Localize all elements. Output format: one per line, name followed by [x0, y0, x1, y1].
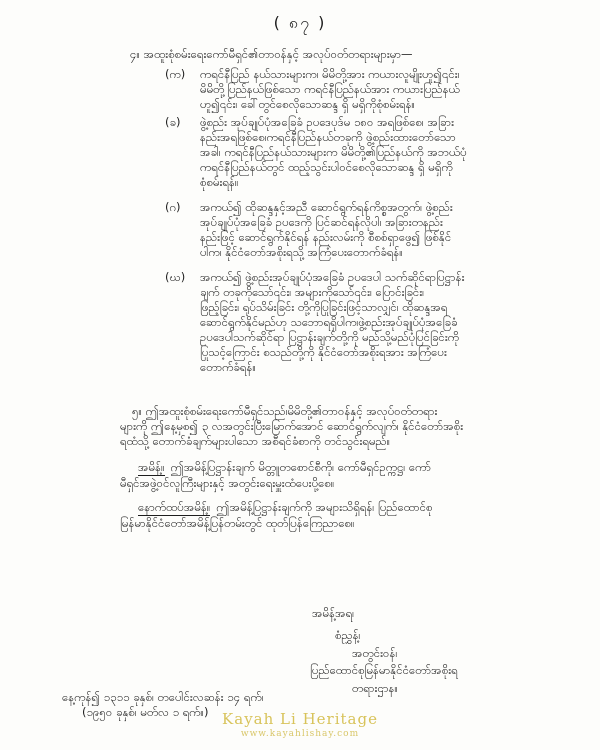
order-note-line: ဤအမိန့်ပြဋ္ဌာန်းချက် မိတ္တူတစောင်စီကို၊ ကော်မီရှင်ဥက္ကဋ္ဌ၊ ကော် — [170, 460, 432, 474]
section5-line: ရထံသို့ တောက်ခံချက်များပါသော အစီရင်ခံစာကို တင်သွင်းရမည်။ — [120, 434, 391, 448]
item-kha-line: ဖွဲ့စည်း အုပ်ချုပ်ပုံအခြေခံ ဥပဒေပုဒ်မ ၁၈၀ အရဖြစ်စေ၊ အခြား — [200, 115, 455, 129]
section4-intro — [130, 47, 413, 62]
order-note-line: မီရှင်အဖွဲ့ဝင်လူကြီးများနှင့် အတွင်းရေးမှူးထံပေးပို့စေ။ — [120, 476, 335, 490]
section5-line: များကို ဤနေ့မှစ၍ ၃ လအတွင်းပြီးမြောက်အောင် ဆောင်ရွက်လျက်၊ နိုင်ငံတော်အစိုး — [120, 419, 464, 433]
item-ka-line: ကရင်နီပြည် နယ်သားများက၊ မိမိတို့အား ကယားလူမျိုးဟူ၍၎င်း၊ — [200, 67, 460, 81]
item-ka-label: (က) — [165, 67, 186, 81]
further-note-label: နောက်ထပ်အမိန့်။ — [138, 500, 211, 514]
item-kha-line: အခါ၊ ကရင်နီပြည်နယ်သားများက မိမိတို့၏ပြည်နယ်ကို အဘယ်ပုံ — [200, 145, 467, 159]
watermark-title: Kayah Li Heritage — [222, 710, 378, 728]
item-gha-line: ပြုသင့်ကြောင်း စသည်တို့ကို နိုင်ငံတော်အစိုးရအား အကြံပေး — [200, 345, 447, 359]
item-ga-line: ပါက၊ နိုင်ငံတော်အစိုးရသို့ အကြံပေးတောက်ခံရန်။ — [200, 245, 403, 259]
signature-name: စံညွှန့်၊ — [335, 628, 361, 642]
item-kha-label: (ခ) — [165, 115, 181, 129]
order-note — [120, 460, 431, 491]
section4-intro-text: ၄။ အထူးစုံစမ်းရေးကော်မီရှင်၏တာဝန်နှင့် အလုပ်ဝတ်တရားများမှာ— — [130, 47, 413, 61]
item-ga-label: (ဂ) — [165, 200, 181, 214]
item-gha-line: တောက်ခံရန်။ — [200, 360, 256, 374]
order-note-label: အမိန့်။ — [138, 460, 165, 474]
date-line: (၁၉၅၀ ခုနှစ်၊ မတ်လ ၁ ရက်။) — [82, 705, 209, 719]
signature-by-order: အမိန့်အရ၊ — [312, 606, 355, 620]
item-gha-label: (ဃ) — [165, 270, 186, 284]
item-kha-line: နည်းအရဖြစ်စေ၊ကရင်နီပြည်နယ်တခုကို ဖွဲ့စည်းထားတော်သော — [200, 130, 456, 144]
item-ga-line: အကယ်၍ ထိုဆန္ဒနှင့်အညီ ဆောင်ရွက်ရန်ကိစ္စအတွက်၊ ဖွဲ့စည်း — [200, 200, 453, 214]
item-gha-line: ဆောင်ရွက်နိုင်မည်ဟု သဘောရရှိပါက၊ဖွဲ့စည်းအုပ်ချုပ်ပုံအခြေခံ — [200, 315, 458, 329]
item-gha-line: အကယ်၍ ဖွဲ့စည်းအုပ်ချုပ်ပုံအခြေခံ ဥပဒေပါ သက်ဆိုင်ရာပြဋ္ဌာန်း — [200, 270, 465, 284]
item-gha-line: ဥပဒေပါသက်ဆိုင်ရာ ပြဋ္ဌာန်းချက်တို့ကို မည်သို့မည်ပုံပြင်ခြင်းကို — [200, 330, 459, 344]
item-kha-line: စုံစမ်းရန်။ — [200, 175, 239, 189]
watermark-url: www.kayahlishay.com — [240, 729, 360, 739]
item-ka-text — [200, 67, 460, 112]
item-ga-text — [200, 200, 453, 260]
further-note-line: မြန်မာနိုင်ငံတော်အမိန့်ပြန်တမ်းတွင် ထုတ်ပြန်ကြေညာစေ။ — [120, 516, 355, 530]
section5-line: ၅။ ဤအထူးစုံစမ်းရေးကော်မီရှင်သည်၊မိမိတို့၏တာဝန်နှင့် အလုပ်ဝတ်တရား — [132, 404, 438, 418]
item-gha-line: ဖြည့်ခြင်း၊ ရုပ်သိမ်းခြင်း တို့ကိုပြုခြင်းဖြင့်သာလျှင်၊ ထိုဆန္ဒအရ — [200, 300, 448, 314]
section5 — [120, 404, 463, 449]
further-note-line: ဤအမိန့်ပြဋ္ဌာန်းချက်ကို အများသိရှိရန်၊ ပြည်ထောင်စု — [216, 500, 433, 514]
item-gha-line: ချက် တခုကိုသော်၎င်း၊ အများကိုသော်၎င်း၊ ပြောင်းခြင်း၊ — [200, 285, 425, 299]
item-ga-line: အုပ်ချုပ်ပုံအခြေခံ ဥပဒေကို ပြင်ဆင်ရန်လိုပါ၊ အခြားတနည်း — [200, 215, 443, 229]
signature-title: အတွင်းဝန်၊ — [352, 646, 398, 660]
signature-department: တရားဌာန။ — [352, 681, 398, 695]
item-ka-line: မိမိတို့ပြည်နယ်ဖြစ်သော ကရင်နီပြည်နယ်အား ကယားပြည်နယ် — [200, 82, 460, 96]
item-ga-line: နည်းဖြင့် ဆောင်ရွက်နိုင်ရန် နည်းလမ်းကို စီစစ်ရှာဖွေ၍ ဖြစ်နိုင် — [200, 230, 452, 244]
item-ka-line: ဟူ၍၎င်း၊ ခေါ်တွင်စေလိုသောဆန္ဒ ရှိ မရှိကိုစုံစမ်းရန်။ — [200, 97, 416, 111]
date-line: နေ့ကုန်၍ ၁၃၁၁ ခုနှစ်၊ တပေါင်းလဆန်း ၁၄ ရက်၊ — [62, 690, 264, 704]
item-kha-text — [200, 115, 467, 190]
signature-office: ပြည်ထောင်စုမြန်မာနိုင်ငံတော်အစိုးရ — [310, 663, 458, 677]
page-number: ( ၈၇ ) — [273, 13, 327, 32]
item-gha-text — [200, 270, 465, 375]
further-note — [120, 500, 432, 531]
item-kha-line: ကရင်နီပြည်နယ်တွင် ထည့်သွင်းပါဝင်စေလိုသောဆန္ဒ ရှိ မရှိကို — [200, 160, 453, 174]
